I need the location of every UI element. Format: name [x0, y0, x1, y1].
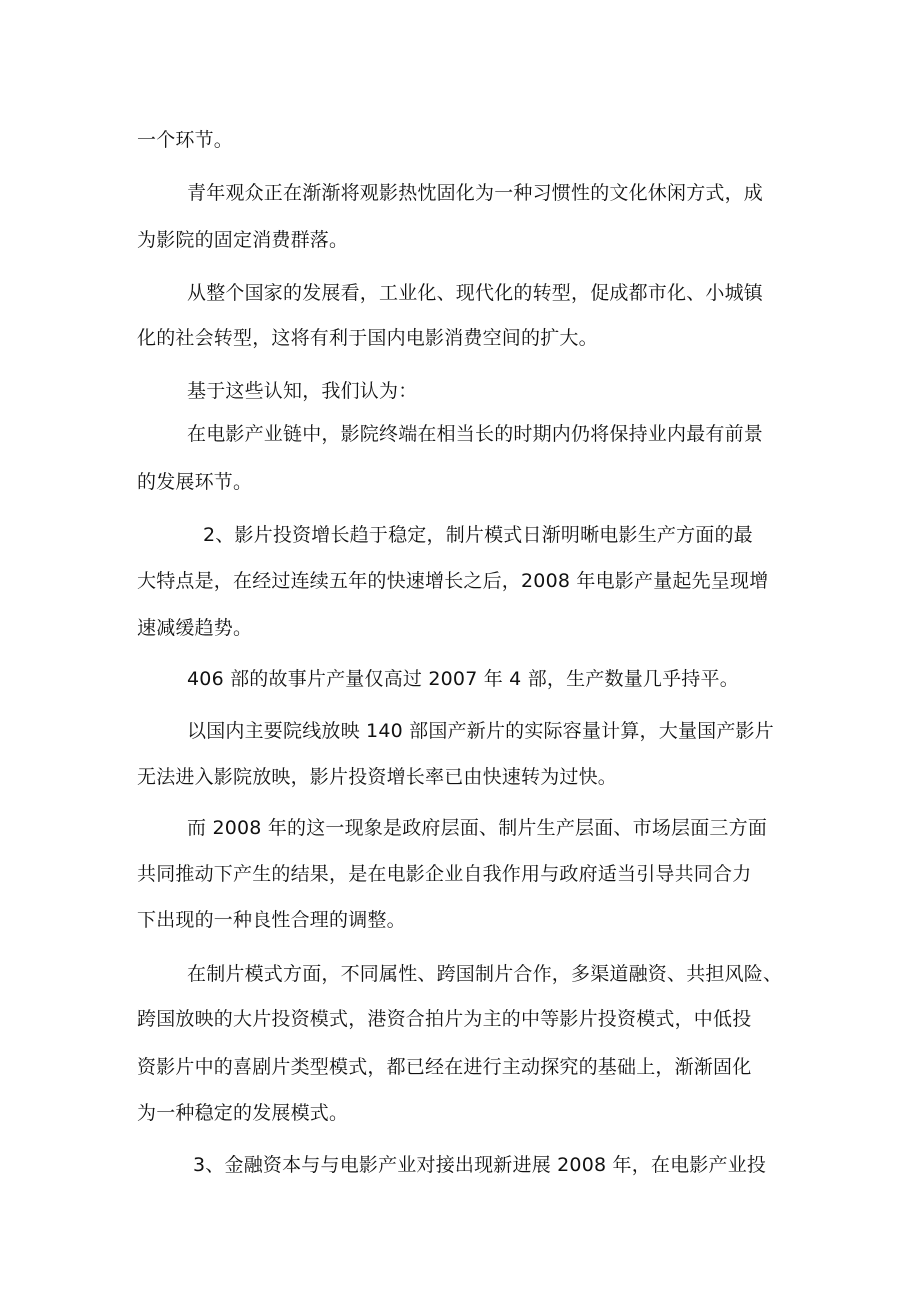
text-line-1: 一个环节。 — [137, 129, 234, 151]
text-line-6: 基于这些认知，我们认为： — [187, 380, 418, 402]
text-line-5: 化的社会转型，这将有利于国内电影消费空间的扩大。 — [137, 327, 598, 349]
text-line-9: 2、影片投资增长趋于稳定，制片模式日渐明晰电影生产方面的最 — [203, 524, 753, 546]
text-line-3: 为影院的固定消费群落。 — [137, 229, 349, 251]
text-line-14: 无法进入影院放映，影片投资增长率已由快速转为过快。 — [137, 766, 618, 788]
text-line-8: 的发展环节。 — [137, 471, 253, 493]
text-line-18: 在制片模式方面，不同属性、跨国制片合作，多渠道融资、共担风险、 — [187, 963, 783, 985]
text-line-19: 跨国放映的大片投资模式，港资合拍片为主的中等影片投资模式，中低投 — [137, 1008, 752, 1030]
text-line-17: 下出现的一种良性合理的调整。 — [137, 909, 406, 931]
text-line-13: 以国内主要院线放映 140 部国产新片的实际容量计算，大量国产影片 — [187, 720, 774, 742]
text-line-7: 在电影产业链中，影院终端在相当长的时期内仍将保持业内最有前景 — [187, 423, 764, 445]
text-line-16: 共同推动下产生的结果，是在电影企业自我作用与政府适当引导共同合力 — [137, 863, 752, 885]
text-line-4: 从整个国家的发展看，工业化、现代化的转型，促成都市化、小城镇 — [187, 282, 764, 304]
text-line-22: 3、金融资本与与电影产业对接出现新进展 2008 年，在电影产业投 — [193, 1154, 767, 1176]
text-line-10: 大特点是，在经过连续五年的快速增长之后，2008 年电影产量起先呈现增 — [137, 570, 769, 592]
text-line-15: 而 2008 年的这一现象是政府层面、制片生产层面、市场层面三方面 — [187, 817, 768, 839]
text-line-20: 资影片中的喜剧片类型模式，都已经在进行主动探究的基础上，渐渐固化 — [137, 1056, 752, 1078]
text-line-21: 为一种稳定的发展模式。 — [137, 1102, 349, 1124]
text-line-12: 406 部的故事片产量仅高过 2007 年 4 部，生产数量几乎持平。 — [187, 668, 739, 690]
text-line-2: 青年观众正在渐渐将观影热忱固化为一种习惯性的文化休闲方式，成 — [187, 182, 764, 204]
text-line-11: 速减缓趋势。 — [137, 617, 253, 639]
